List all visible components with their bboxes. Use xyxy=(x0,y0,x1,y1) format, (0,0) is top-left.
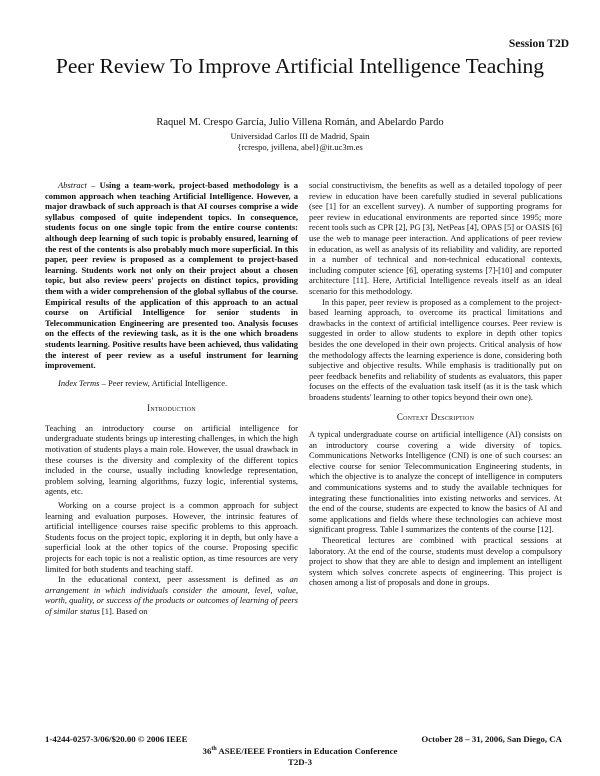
intro-paragraph-3 xyxy=(45,574,298,616)
introduction-heading: Introduction xyxy=(147,403,196,414)
intro-p3-start: In the educational context, peer assessment is defined as xyxy=(58,574,290,585)
footer-conf-suffix: th xyxy=(211,746,217,753)
index-terms xyxy=(45,378,298,389)
right-column xyxy=(309,180,562,588)
footer-conf-number: 36 xyxy=(202,746,212,756)
intro-p3-end: [1]. Based on xyxy=(99,605,148,616)
context-paragraph-1: A typical undergraduate course on artificial intelligence (AI) consists on an introductory course covering a wide diversity of topics. Communications Networks Intelligence (CNI) is one of such courses: an elective course for senior Telecommunication Engineering students, in which the objective is to analyze the concept of intelligence in computers and communications systems and to study the available techniques for integrating these functionalities into existing networks and services. At the end of the course, students are expected to know the basics of AI and some applications and fields where these technologies can achieve most significant progress. Table I summarizes the contents of the course [12]. xyxy=(309,429,562,535)
right-paragraph-1: social constructivism, the benefits as well as a detailed topology of peer review in education have been carefully studied in several publications (see [1] for an excellent survey). A number of supporting programs for peer review in educational environments are reported since 1995; more recent tools such as CPR [2], PG [3], NetPeas [4], OPAS [5] or OASIS [6] use the web to manage peer interaction. And applications of peer review in education, as well as analysis of its reliability and validity, are reported in a number of technical and non-technical educational contexts, including computer science [6], operating systems [7]-[10] and computer architecture [11]. Here, Artificial Intelligence reveals itself as an ideal scenario for this methodology. xyxy=(309,180,563,296)
intro-p3-emphasis: an arrangement in which individuals consider the amount, level, value, worth, quality, or success of the products or outcomes of learning of peers of similar status xyxy=(45,574,298,616)
intro-paragraph-1: Teaching an introductory course on artificial intelligence for undergraduate students brings up interesting challenges, in which the high motivation of students plays a main role. However, the usual drawback in these courses is the diversity and complexity of the different topics included in the course, usually including knowledge representation, problem solving, learning algorithms, fuzzy logic, inferential systems, agents, etc. xyxy=(45,422,298,497)
context-paragraph-2: Theoretical lectures are combined with practical sessions at laboratory. At the end of the course, students must develop a compulsory project to show that they are able to design and implement an intelligent system which solves concrete aspects of engineering. This project is chosen among a list of proposals and done in groups. xyxy=(309,535,562,588)
footer-page-number: T2D-3 xyxy=(288,757,312,767)
right-paragraph-2: In this paper, peer review is proposed as a complement to the project-based learning approach, to overcome its practical limitations and drawbacks in the context of artificial intelligence courses. Peer review is suggested in order to allow students to explore in depth other topics besides the one developed in their own projects. Critical analysis of how the methodology affects the learning experience is done, considering both subjective and objective results. While emphasis is traditionally put on peer feedback benefits and reliability of students as evaluators, this paper focuses on the effects of the evaluation task itself (as it is the task which broadens students' learning to other topics beyond their own one). xyxy=(309,296,562,402)
footer-date: October 28 – 31, 2006, San Diego, CA xyxy=(421,734,562,744)
index-terms-label: Index Terms – xyxy=(58,377,106,388)
paper-authors: Raquel M. Crespo García, Julio Villena Román, and Abelardo Pardo xyxy=(156,117,444,128)
footer-conf-text: ASEE/IEEE Frontiers in Education Conference xyxy=(216,746,398,756)
context-heading: Context Description xyxy=(396,412,475,423)
paper-affiliation: Universidad Carlos III de Madrid, Spain xyxy=(230,131,370,141)
paper-emails: {rcrespo, jvillena, abel}@it.uc3m.es xyxy=(237,142,363,152)
intro-paragraph-2: Working on a course project is a common approach for subject learning and evaluation purposes. However, the intrinsic features of artificial intelligence courses raise specific problems to this approach. Students focus on the project topic, exploring it in depth, but only have a superficial look at the other topics of the course. Proposing specific projects for each topic is not a realistic option, as time resources are very limited for both students and teaching staff. xyxy=(45,500,298,574)
session-label: Session T2D xyxy=(508,38,569,50)
abstract-text: Using a team-work, project-based methodology is a common approach when teaching Artificial Intelligence. However, a major drawback of such approach is that AI courses comprise a wide syllabus composed of quite independent topics. In consequence, students focus on one single topic from the entire course contents: although deep learning of such topic is probably ensured, learning of the rest of the contents is also probably much more superficial. In this paper, peer review is proposed as a complement to project-based learning. Students work not only on their project about a chosen topic, but also review peers' projects on distinct topics, providing them with a wider comprehension of the global syllabus of the course. Empirical results of the application of this approach to an actual course on Artificial Intelligence for senior students in Telecommunication Engineering are presented too. Analysis focuses on the effects of the reviewing task, as it is the one which broadens students learning. Positive results have been achieved, thus validating the interest of peer review as a useful instrument for learning improvement. xyxy=(45,180,299,371)
footer-isbn: 1-4244-0257-3/06/$20.00 © 2006 IEEE xyxy=(45,734,188,744)
left-column xyxy=(45,180,298,617)
abstract xyxy=(45,180,298,371)
index-terms-text: Peer review, Artificial Intelligence. xyxy=(105,377,228,388)
paper-title: Peer Review To Improve Artificial Intelligence Teaching xyxy=(55,54,545,78)
abstract-label: Abstract – xyxy=(58,180,96,190)
footer-conference xyxy=(0,746,600,756)
